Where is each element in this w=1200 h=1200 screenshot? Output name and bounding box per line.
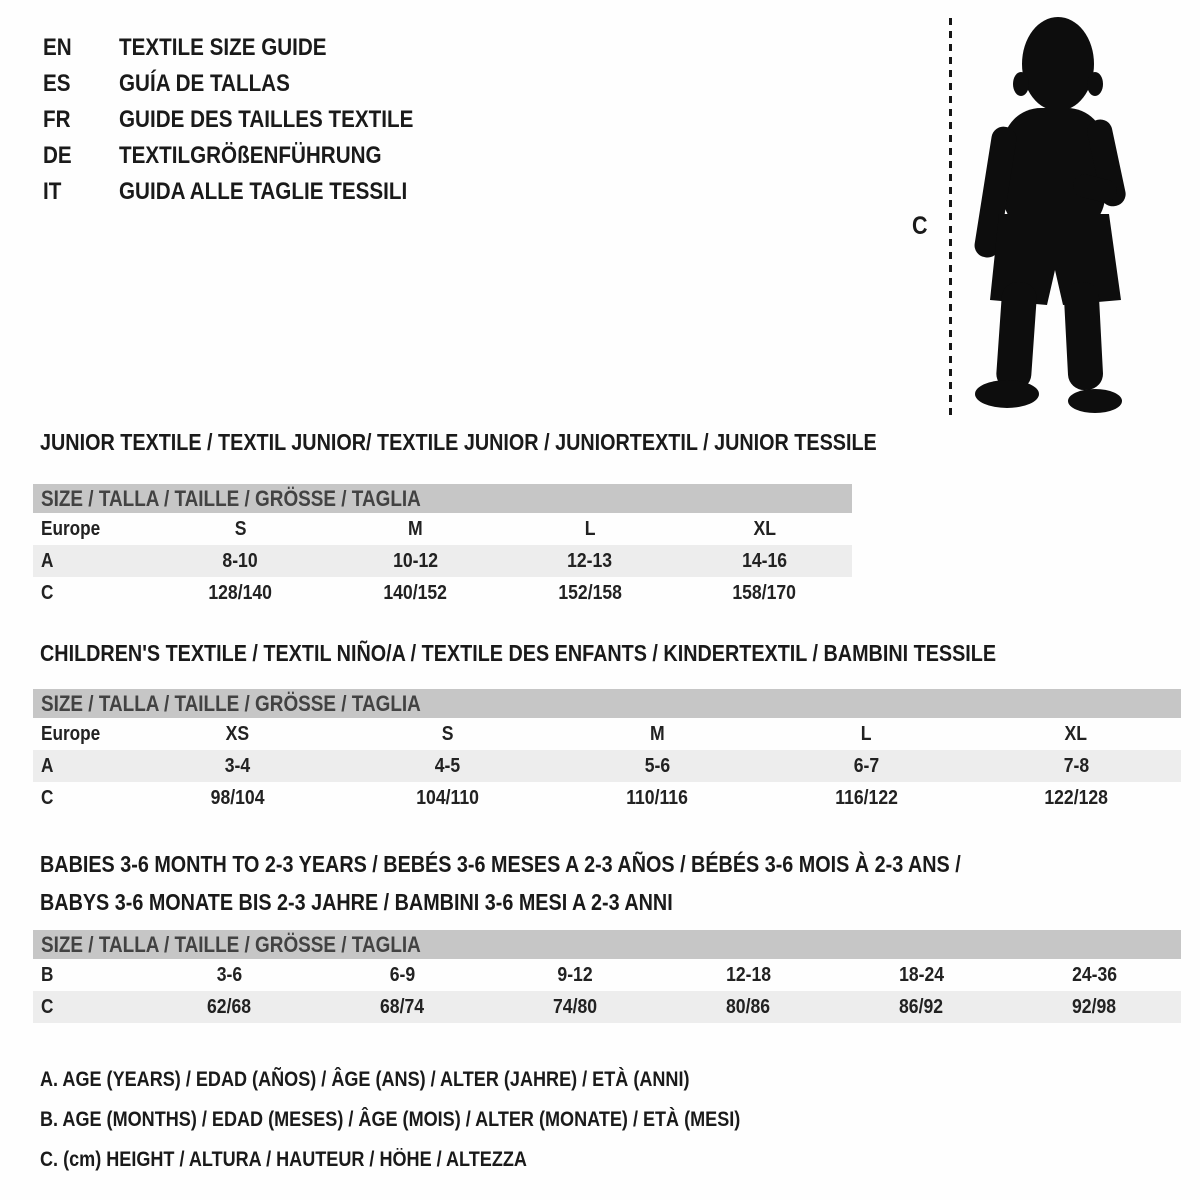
section-title-line2: BABYS 3-6 MONATE BIS 2-3 JAHRE / BAMBINI 3-6 MESI A 2-3 ANNI (40, 889, 673, 915)
section-babies-textile (33, 845, 1181, 1023)
row-label (33, 718, 133, 750)
table-cell (328, 513, 503, 545)
size-header-text: SIZE / TALLA / TAILLE / GRÖSSE / TAGLIA (41, 691, 421, 716)
table-cell (552, 718, 762, 750)
row-label (33, 750, 133, 782)
cell-text: 158/170 (732, 581, 797, 604)
legend-line-b (40, 1100, 854, 1140)
table-row (33, 513, 852, 545)
cell-text: 24-36 (1071, 963, 1118, 986)
table-cell (489, 991, 662, 1023)
cell-text: 62/68 (207, 995, 252, 1018)
table-cell (552, 750, 762, 782)
section-title (40, 429, 877, 455)
lang-code-de (43, 142, 119, 170)
table-cell (1008, 959, 1181, 991)
row-label (33, 959, 143, 991)
table-cell (677, 545, 852, 577)
cell-text: 110/116 (626, 786, 688, 809)
cell-text: XS (226, 722, 250, 745)
section-title-text: JUNIOR TEXTILE / TEXTIL JUNIOR/ TEXTILE JUNIOR / JUNIORTEXTIL / JUNIOR TESSILE (40, 429, 877, 455)
legend-text: B. AGE (MONTHS) / EDAD (MESES) / ÂGE (MOIS) / ALTER (MONATE) / ETÀ (MESI) (40, 1108, 741, 1131)
cell-text: 18-24 (898, 963, 945, 986)
legend-line-c (40, 1140, 854, 1180)
table-row (33, 991, 1181, 1023)
cell-text: 122/128 (1044, 786, 1108, 809)
table-cell (328, 545, 503, 577)
section-title (40, 641, 1181, 665)
lang-label-de (119, 142, 424, 170)
lang-row-it (43, 174, 461, 210)
lang-code-text: ES (43, 70, 71, 97)
cell-text: 6-9 (389, 963, 416, 986)
measurement-legend (40, 1060, 854, 1180)
section-title-text: CHILDREN'S TEXTILE / TEXTIL NIÑO/A / TEXTILE DES ENFANTS / KINDERTEXTIL / BAMBINI TESSILE (40, 640, 997, 666)
lang-label-text: GUIDE DES TAILLES TEXTILE (119, 106, 414, 133)
cell-text: 5-6 (644, 754, 670, 777)
height-measure-dashed-line (949, 18, 952, 416)
cell-text: 6-7 (853, 754, 880, 777)
cell-text: 7-8 (1063, 754, 1089, 777)
table-cell (552, 782, 762, 814)
cell-text: 12-18 (725, 963, 772, 986)
measure-label-text: C (912, 212, 928, 240)
cell-text: 4-5 (434, 754, 461, 777)
lang-row-en (43, 30, 461, 66)
row-label-text: Europe (41, 722, 101, 745)
cell-text: M (407, 517, 423, 540)
size-header-bar (33, 930, 1181, 959)
cell-text: 74/80 (553, 995, 598, 1018)
lang-label-fr (119, 106, 461, 134)
cell-text: 116/122 (835, 786, 898, 809)
cell-text: 8-10 (222, 549, 258, 572)
table-row (33, 750, 1181, 782)
table-cell (143, 991, 316, 1023)
legend-line-a (40, 1060, 854, 1100)
cell-text: S (234, 517, 247, 540)
lang-code-text: FR (43, 106, 71, 133)
section-children-textile (33, 641, 1181, 814)
table-row (33, 959, 1181, 991)
language-title-list (43, 30, 461, 210)
row-label-text: A (41, 549, 54, 572)
row-label (33, 782, 133, 814)
row-label-text: B (41, 963, 54, 986)
cell-text: 128/140 (208, 581, 273, 604)
cell-text: 68/74 (380, 995, 425, 1018)
table-cell (762, 782, 972, 814)
cell-text: S (441, 722, 454, 745)
cell-text: 86/92 (899, 995, 944, 1018)
lang-row-de (43, 138, 461, 174)
cell-text: 3-6 (216, 963, 243, 986)
cell-text: 140/152 (383, 581, 447, 604)
section-junior-textile (33, 429, 877, 609)
table-cell (835, 959, 1008, 991)
table-cell (343, 718, 553, 750)
table-row (33, 782, 1181, 814)
lang-row-es (43, 66, 461, 102)
legend-text: A. AGE (YEARS) / EDAD (AÑOS) / ÂGE (ANS) / ALTER (JAHRE) / ETÀ (ANNI) (40, 1068, 690, 1091)
table-cell (343, 750, 553, 782)
cell-text: 104/110 (416, 786, 479, 809)
cell-text: XL (1064, 722, 1088, 745)
table-cell (677, 513, 852, 545)
table-cell (316, 991, 489, 1023)
table-row (33, 577, 852, 609)
table-cell (677, 577, 852, 609)
row-label (33, 991, 143, 1023)
table-cell (143, 959, 316, 991)
table-cell (153, 513, 328, 545)
cell-text: M (649, 722, 665, 745)
cell-text: 80/86 (726, 995, 771, 1018)
table-cell (1008, 991, 1181, 1023)
section-title-line1: BABIES 3-6 MONTH TO 2-3 YEARS / BEBÉS 3-6 MESES A 2-3 AÑOS / BÉBÉS 3-6 MOIS À 2-3 ANS / (40, 851, 961, 877)
lang-label-text: TEXTILGRÖßENFÜHRUNG (119, 142, 382, 169)
lang-code-text: EN (43, 34, 72, 61)
section-title (40, 845, 1181, 921)
table-cell (971, 750, 1181, 782)
cell-text: 98/104 (210, 786, 265, 809)
legend-text: C. (cm) HEIGHT / ALTURA / HAUTEUR / HÖHE / ALTEZZA (40, 1148, 527, 1171)
lang-code-it (43, 178, 119, 206)
lang-label-text: GUÍA DE TALLAS (119, 70, 290, 97)
table-cell (762, 750, 972, 782)
cell-text: 14-16 (742, 549, 788, 572)
table-cell (316, 959, 489, 991)
row-label-text: C (41, 581, 54, 604)
lang-code-fr (43, 106, 119, 134)
table-cell (762, 718, 972, 750)
size-header-bar (33, 689, 1181, 718)
children-size-table (33, 718, 1181, 814)
table-cell (489, 959, 662, 991)
cell-text: 152/158 (558, 581, 622, 604)
table-cell (133, 782, 343, 814)
cell-text: L (584, 517, 596, 540)
measure-label-c (912, 212, 930, 241)
lang-code-text: IT (43, 178, 62, 205)
lang-code-es (43, 70, 119, 98)
lang-label-text: GUIDA ALLE TAGLIE TESSILI (119, 178, 408, 205)
table-cell (971, 718, 1181, 750)
junior-size-table (33, 513, 852, 609)
lang-label-en (119, 34, 360, 62)
cell-text: 10-12 (392, 549, 438, 572)
table-cell (133, 750, 343, 782)
cell-text: 9-12 (557, 963, 594, 986)
table-cell (971, 782, 1181, 814)
table-cell (153, 545, 328, 577)
lang-label-text: TEXTILE SIZE GUIDE (119, 34, 327, 61)
lang-code-text: DE (43, 142, 72, 169)
row-label (33, 545, 153, 577)
row-label (33, 513, 153, 545)
lang-label-es (119, 70, 318, 98)
cell-text: 12-13 (567, 549, 613, 572)
table-cell (503, 513, 678, 545)
cell-text: 92/98 (1072, 995, 1117, 1018)
table-cell (503, 577, 678, 609)
lang-code-en (43, 34, 119, 62)
cell-text: 3-4 (225, 754, 251, 777)
row-label-text: C (41, 786, 54, 809)
size-header-text: SIZE / TALLA / TAILLE / GRÖSSE / TAGLIA (41, 486, 421, 511)
size-header-text: SIZE / TALLA / TAILLE / GRÖSSE / TAGLIA (41, 932, 421, 957)
size-header-bar (33, 484, 852, 513)
row-label (33, 577, 153, 609)
toddler-silhouette (963, 14, 1139, 418)
row-label-text: C (41, 995, 54, 1018)
row-label-text: Europe (41, 517, 101, 540)
table-cell (662, 959, 835, 991)
cell-text: L (861, 722, 872, 745)
table-cell (662, 991, 835, 1023)
row-label-text: A (41, 754, 54, 777)
lang-row-fr (43, 102, 461, 138)
table-cell (503, 545, 678, 577)
lang-label-it (119, 178, 454, 206)
cell-text: XL (753, 517, 776, 540)
table-row (33, 718, 1181, 750)
table-cell (343, 782, 553, 814)
table-cell (133, 718, 343, 750)
table-row (33, 545, 852, 577)
table-cell (835, 991, 1008, 1023)
table-cell (328, 577, 503, 609)
table-cell (153, 577, 328, 609)
babies-size-table (33, 959, 1181, 1023)
